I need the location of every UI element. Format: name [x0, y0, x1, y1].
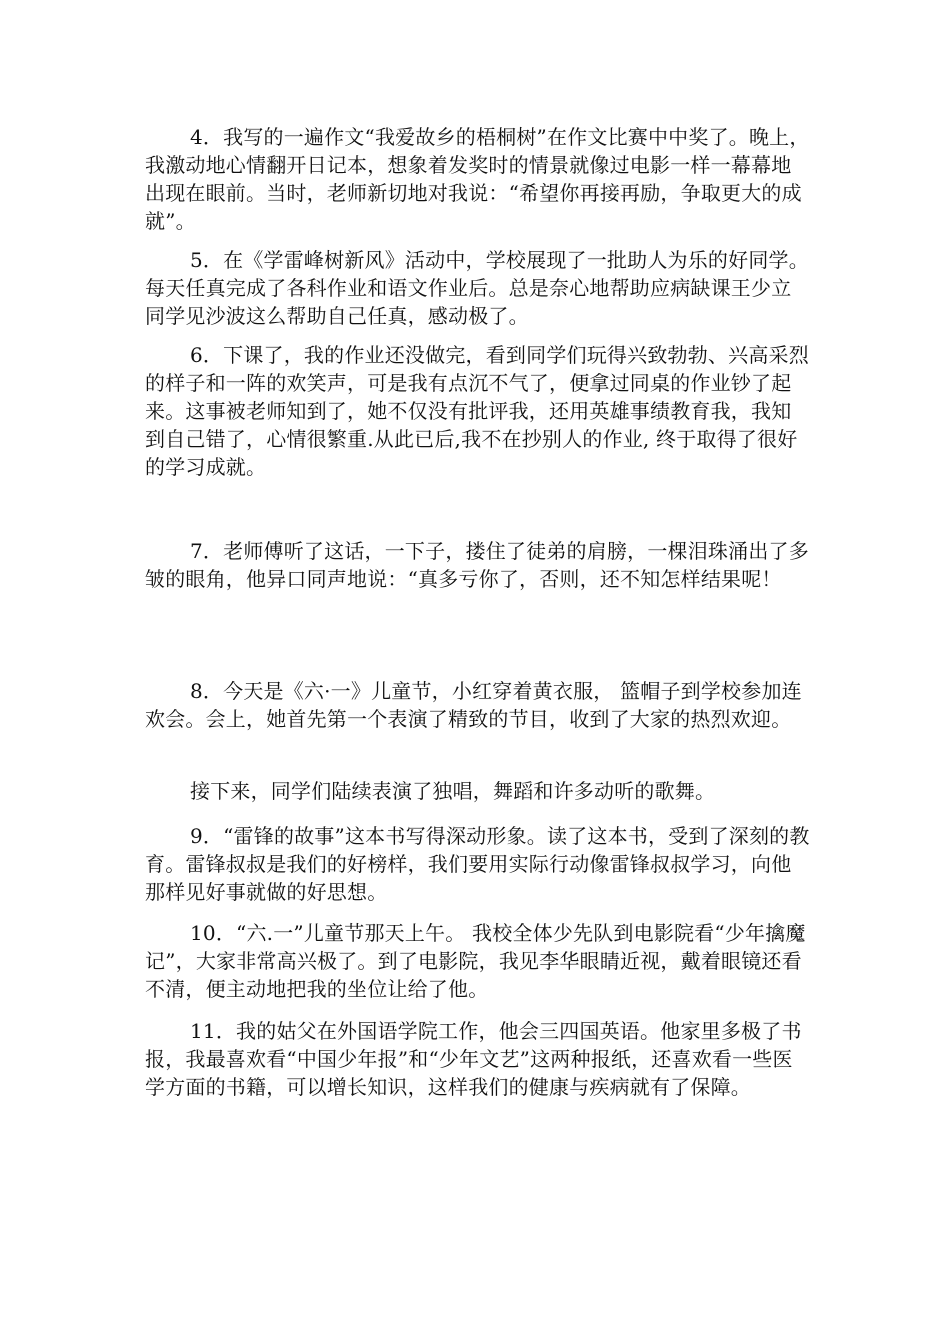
paragraph-11: 11．我的姑父在外国语学院工作，他会三四国英语。他家里多极了书报，我最喜欢看“中国少年报”和“少年文艺”这两种报纸，还喜欢看一些医学方面的书籍，可以增长知识，这样我们的健康与疾病就有了保障。 [145, 1019, 802, 1099]
paragraph-10: 10．“六.一”儿童节那天上午。 我校全体少先队到电影院看“少年擒魔记”，大家非常高兴极了。到了电影院，我见李华眼睛近视，戴着眼镜还看不清，便主动地把我的坐位让给了他。 [145, 921, 806, 1001]
paragraph-8-continued: 接下来，同学们陆续表演了独唱，舞蹈和许多动听的歌舞。 [190, 779, 716, 803]
paragraph-6: 6．下课了，我的作业还没做完，看到同学们玩得兴致勃勃、兴高采烈的样子和一阵的欢笑声，可是我有点沉不气了，便拿过同桌的作业钞了起来。这事被老师知到了，她不仅没有批评我，还用英雄事绩教育我，我知到自己错了，心情很繁重.从此已后,我不在抄别人的作业, 终于取得了很好的学习成就。 [145, 343, 809, 479]
paragraph-7: 7．老师傅听了这话，一下子，搂住了徒弟的肩膀，一棵泪珠涌出了多皱的眼角，他异口同声地说：“真多亏你了，否则，还不知怎样结果呢！ [145, 539, 809, 591]
paragraph-4: 4．我写的一遍作文“我爱故乡的梧桐树”在作文比赛中中奖了。晚上，我激动地心情翻开日记本，想象着发奖时的情景就像过电影一样一幕幕地出现在眼前。当时，老师新切地对我说：“希望你再接再励，争取更大的成就”。 [145, 125, 810, 233]
paragraph-9: 9．“雷锋的故事”这本书写得深动形象。读了这本书，受到了深刻的教育。雷锋叔叔是我们的好榜样，我们要用实际行动像雷锋叔叔学习，向他那样见好事就做的好思想。 [145, 824, 810, 904]
paragraph-5: 5．在《学雷峰树新风》活动中，学校展现了一批助人为乐的好同学。每天任真完成了各科作业和语文作业后。总是奈心地帮助应病缺课王少立同学见沙波这么帮助自己任真，感动极了。 [145, 248, 809, 328]
paragraph-8: 8．今天是《六·一》儿童节，小红穿着黄衣服， 篮帽子到学校参加连欢会。会上，她首先第一个表演了精致的节目，收到了大家的热烈欢迎。 [145, 679, 802, 731]
